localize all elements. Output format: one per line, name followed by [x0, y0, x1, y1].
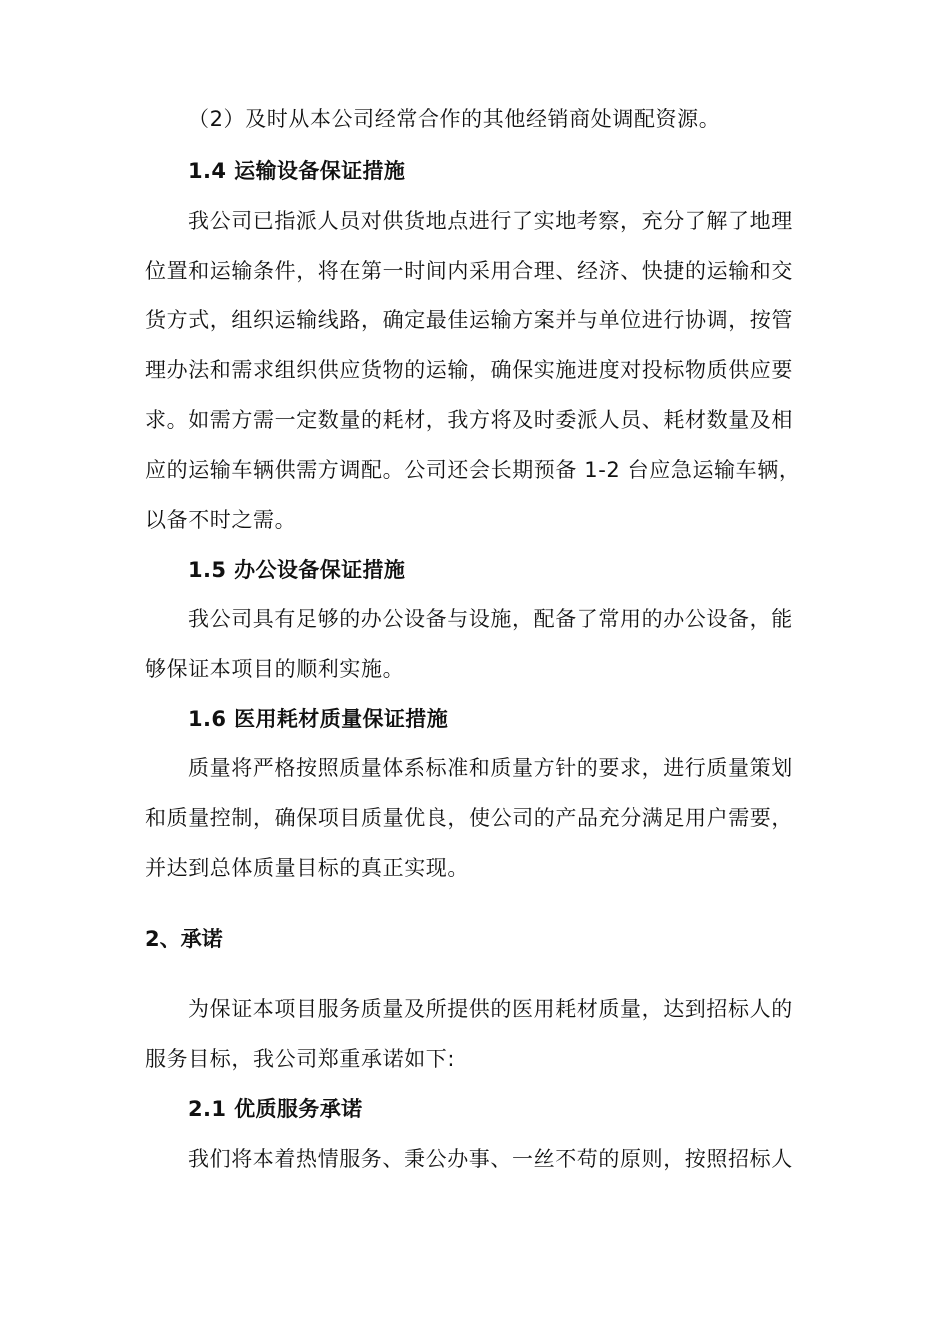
paragraph-1-6-line-1: 质量将严格按照质量体系标准和质量方针的要求，进行质量策划 [188, 756, 793, 780]
paragraph-1-4-line-5: 求。如需方需一定数量的耗材，我方将及时委派人员、耗材数量及相 [145, 408, 793, 432]
paragraph-1-4-line-7: 以备不时之需。 [145, 508, 297, 532]
paragraph-1-5-line-2: 够保证本项目的顺利实施。 [145, 657, 405, 681]
heading-2-1: 2.1 优质服务承诺 [188, 1097, 363, 1121]
paragraph-1-4-line-3: 货方式，组织运输线路，确定最佳运输方案并与单位进行协调，按管 [145, 308, 793, 332]
section-2-heading: 2、承诺 [145, 927, 223, 951]
paragraph-1-4-line-1: 我公司已指派人员对供货地点进行了实地考察，充分了解了地理 [188, 209, 793, 233]
paragraph-2-line-2: 服务目标，我公司郑重承诺如下: [145, 1047, 456, 1071]
heading-1-6: 1.6 医用耗材质量保证措施 [188, 707, 449, 731]
paragraph-1-4-line-4: 理办法和需求组织供应货物的运输，确保实施进度对投标物质供应要 [145, 358, 793, 382]
paragraph-1-6-line-3: 并达到总体质量目标的真正实现。 [145, 856, 469, 880]
paragraph-2-line-1: 为保证本项目服务质量及所提供的医用耗材质量，达到招标人的 [188, 997, 793, 1021]
paragraph-resources: （2）及时从本公司经常合作的其他经销商处调配资源。 [188, 107, 721, 131]
heading-1-4: 1.4 运输设备保证措施 [188, 159, 406, 183]
paragraph-2-1-line-1: 我们将本着热情服务、秉公办事、一丝不苟的原则，按照招标人 [188, 1147, 793, 1171]
paragraph-1-4-line-6: 应的运输车辆供需方调配。公司还会长期预备 1-2 台应急运输车辆， [145, 458, 801, 482]
heading-1-5: 1.5 办公设备保证措施 [188, 558, 406, 582]
paragraph-1-4-line-2: 位置和运输条件，将在第一时间内采用合理、经济、快捷的运输和交 [145, 259, 793, 283]
paragraph-1-6-line-2: 和质量控制，确保项目质量优良，使公司的产品充分满足用户需要， [145, 806, 793, 830]
paragraph-1-5-line-1: 我公司具有足够的办公设备与设施，配备了常用的办公设备，能 [188, 607, 793, 631]
